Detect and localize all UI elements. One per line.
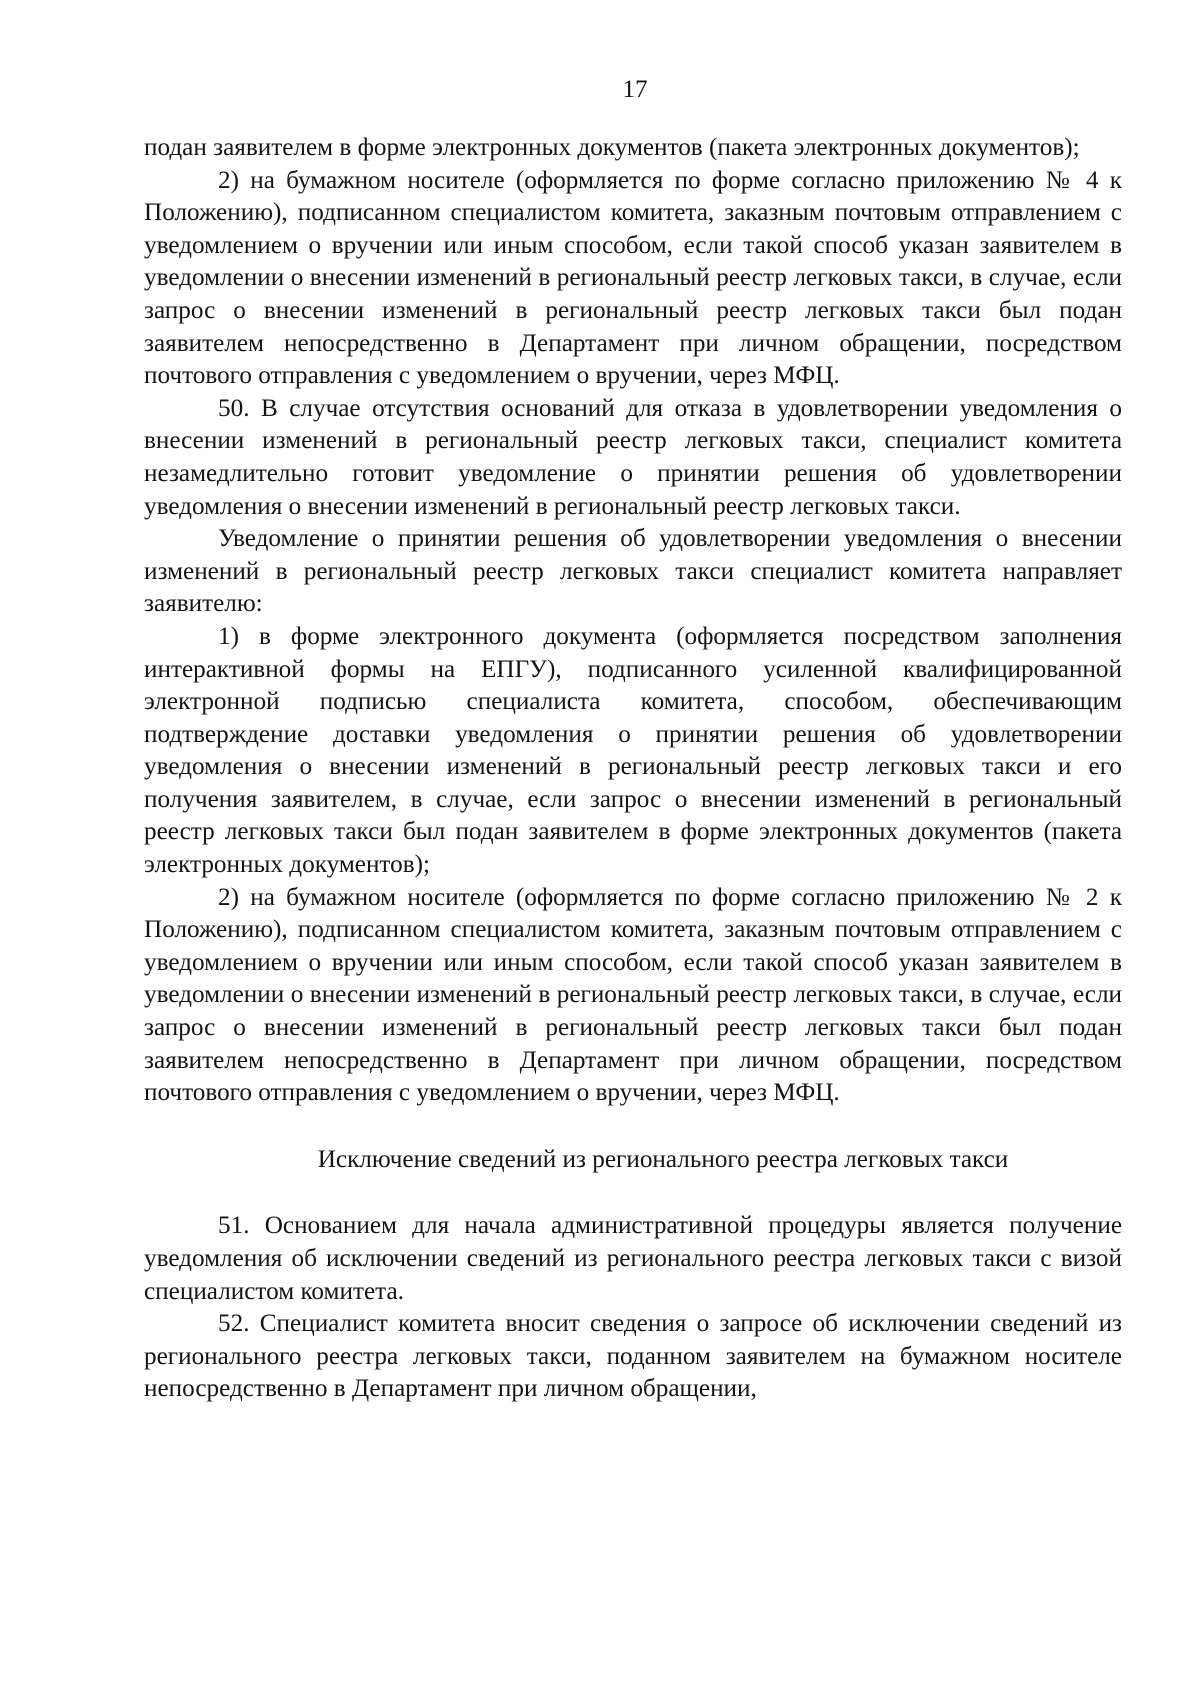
paragraph-continuation: подан заявителем в форме электронных документов (пакета электронных документов); [144,134,1080,161]
paragraph-item-2-paper-second: 2) на бумажном носителе (оформляется по форме согласно приложению № 2 к Положению), подписанном специалистом комитета, заказным почтовым отправлением с уведомлением о вручении или иным способом, если такой способ указан заявителем в уведомлении о внесении изменений в региональный реестр легковых такси, в случае, если запрос о внесении изменений в региональный реестр легковых такси был подан заявителем непосредственно в Департамент при личном обращении, посредством почтового отправления с уведомлением о вручении, через МФЦ. [144,883,1122,1107]
paragraph-notification: Уведомление о принятии решения об удовлетворении уведомления о внесении изменений в региональный реестр легковых такси специалист комитета направляет заявителю: [144,525,1122,618]
paragraph-52: 52. Специалист комитета вносит сведения о запросе об исключении сведений из регионального реестра легковых такси, поданном заявителем на бумажном носителе непосредственно в Департамент при личном обращении, [144,1310,1122,1403]
paragraph-51: 51. Основанием для начала административной процедуры является получение уведомления об исключении сведений из регионального реестра легковых такси с визой специалистом комитета. [144,1212,1122,1305]
paragraph-50: 50. В случае отсутствия оснований для отказа в удовлетворении уведомления о внесении изменений в региональный реестр легковых такси, специалист комитета незамедлительно готовит уведомление о принятии решения об удовлетворении уведомления о внесении изменений в региональный реестр легковых такси. [144,394,1122,520]
section-heading: Исключение сведений из регионального реестра легковых такси [317,1145,1009,1173]
paragraph-item-2-paper: 2) на бумажном носителе (оформляется по форме согласно приложению № 4 к Положению), подписанном специалистом комитета, заказным почтовым отправлением с уведомлением о вручении или иным способом, если такой способ указан заявителем в уведомлении о внесении изменений в региональный реестр легковых такси, в случае, если запрос о внесении изменений в региональный реестр легковых такси был подан заявителем непосредственно в Департамент при личном обращении, посредством почтового отправления с уведомлением о вручении, через МФЦ. [144,166,1122,390]
page-number: 17 [622,76,648,103]
paragraph-item-1-electronic: 1) в форме электронного документа (оформляется посредством заполнения интерактивной формы на ЕПГУ), подписанного усиленной квалифицированной электронной подписью специалиста комитета, способом, обеспечивающим подтверждение доставки уведомления о принятии решения об удовлетворении уведомления о внесении изменений в региональный реестр легковых такси и его получения заявителем, в случае, если запрос о внесении изменений в региональный реестр легковых такси был подан заявителем в форме электронных документов (пакета электронных документов); [144,622,1122,879]
document-body [144,132,1122,1406]
